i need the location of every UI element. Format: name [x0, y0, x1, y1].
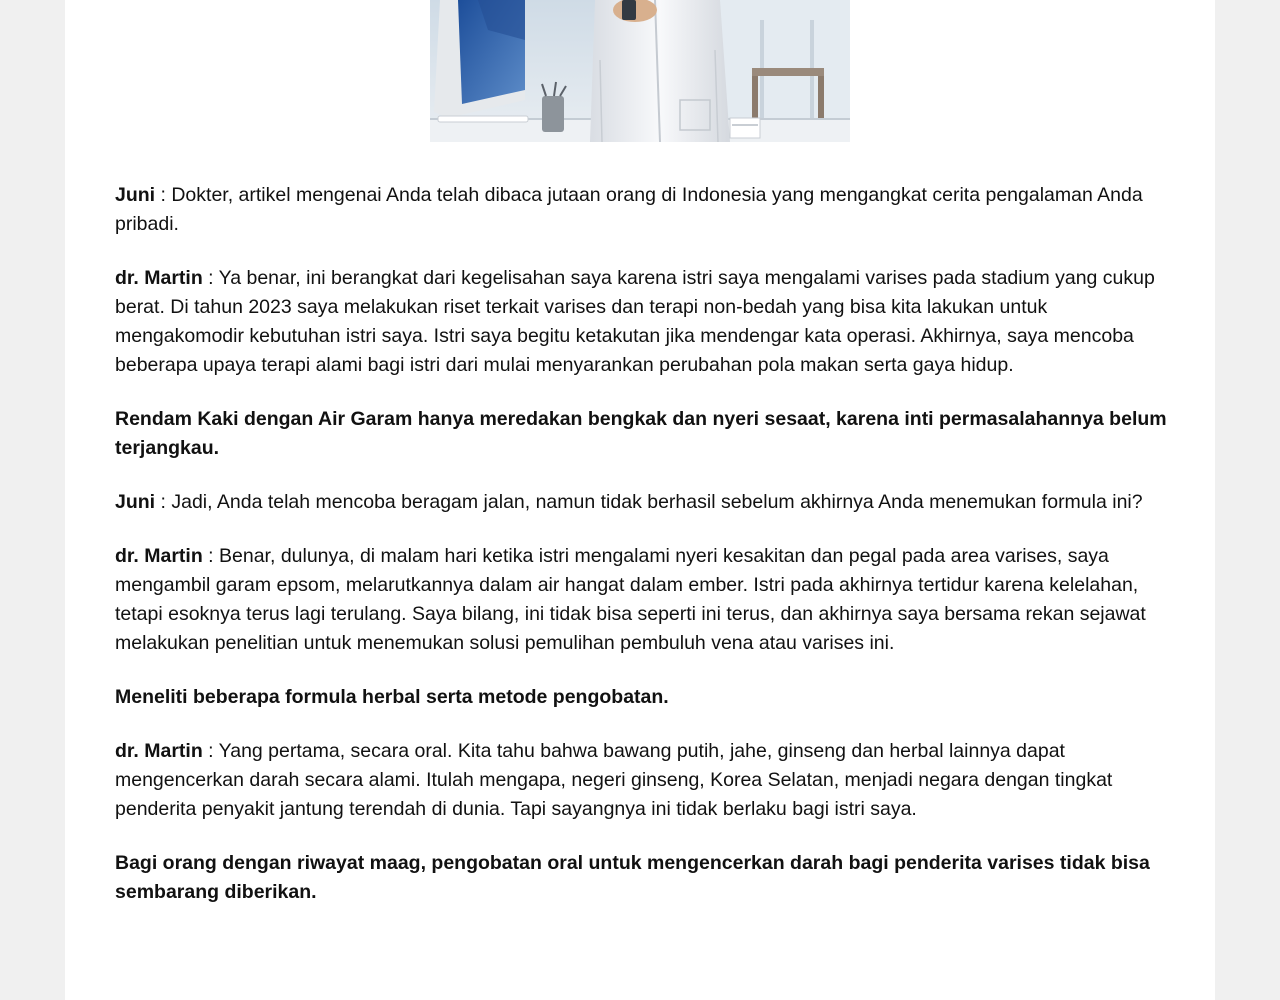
speaker-name: dr. Martin	[115, 740, 203, 762]
dialogue-paragraph	[115, 181, 1175, 239]
dialogue-text: : Dokter, artikel mengenai Anda telah dibaca jutaan orang di Indonesia yang mengangkat cerita pengalaman Anda pribadi.	[115, 184, 1143, 235]
dialogue-paragraph	[115, 542, 1175, 658]
dialogue-paragraph	[115, 264, 1175, 380]
doctor-photo	[430, 0, 850, 142]
highlight-paragraph	[115, 683, 1175, 712]
speaker-name: Juni	[115, 491, 156, 513]
dialogue-text: : Yang pertama, secara oral. Kita tahu bahwa bawang putih, jahe, ginseng dan herbal lainnya dapat mengencerkan darah secara alami. Itulah mengapa, negeri ginseng, Korea Selatan, menjadi negara dengan tingkat penderita penyakit jantung terendah di dunia. Tapi sayangnya ini tidak berlaku bagi istri saya.	[115, 740, 1113, 820]
dialogue-text: : Jadi, Anda telah mencoba beragam jalan, namun tidak berhasil sebelum akhirnya Anda menemukan formula ini?	[155, 491, 1143, 513]
speaker-name: dr. Martin	[115, 267, 203, 289]
article-card	[65, 0, 1215, 1000]
dialogue-text: : Benar, dulunya, di malam hari ketika istri mengalami nyeri kesakitan dan pegal pada area varises, saya mengambil garam epsom, melarutkannya dalam air hangat dalam ember. Istri pada akhirnya tertidur karena kelelahan, tetapi esoknya terus lagi terulang. Saya bilang, ini tidak bisa seperti ini terus, dan akhirnya saya bersama rekan sejawat melakukan penelitian untuk menemukan solusi pemulihan pembuluh vena atau varises ini.	[115, 545, 1146, 654]
highlight-paragraph	[115, 405, 1175, 463]
speaker-name: dr. Martin	[115, 545, 203, 567]
highlight-text: Bagi orang dengan riwayat maag, pengobatan oral untuk mengencerkan darah bagi penderita varises tidak bisa sembarang diberikan.	[115, 852, 1150, 903]
highlight-text: Rendam Kaki dengan Air Garam hanya meredakan bengkak dan nyeri sesaat, karena inti permasalahannya belum terjangkau.	[115, 408, 1167, 459]
highlight-text: Meneliti beberapa formula herbal serta metode pengobatan.	[115, 686, 669, 708]
interview-article	[115, 181, 1175, 932]
highlight-paragraph	[115, 849, 1175, 907]
speaker-name: Juni	[115, 184, 156, 206]
dialogue-text: : Ya benar, ini berangkat dari kegelisahan saya karena istri saya mengalami varises pada stadium yang cukup berat. Di tahun 2023 saya melakukan riset terkait varises dan terapi non-bedah yang bisa kita lakukan untuk mengakomodir kebutuhan istri saya. Istri saya begitu ketakutan jika mendengar kata operasi. Akhirnya, saya mencoba beberapa upaya terapi alami bagi istri dari mulai menyarankan perubahan pola makan serta gaya hidup.	[115, 267, 1155, 376]
dialogue-paragraph	[115, 737, 1175, 824]
dialogue-paragraph	[115, 488, 1175, 517]
